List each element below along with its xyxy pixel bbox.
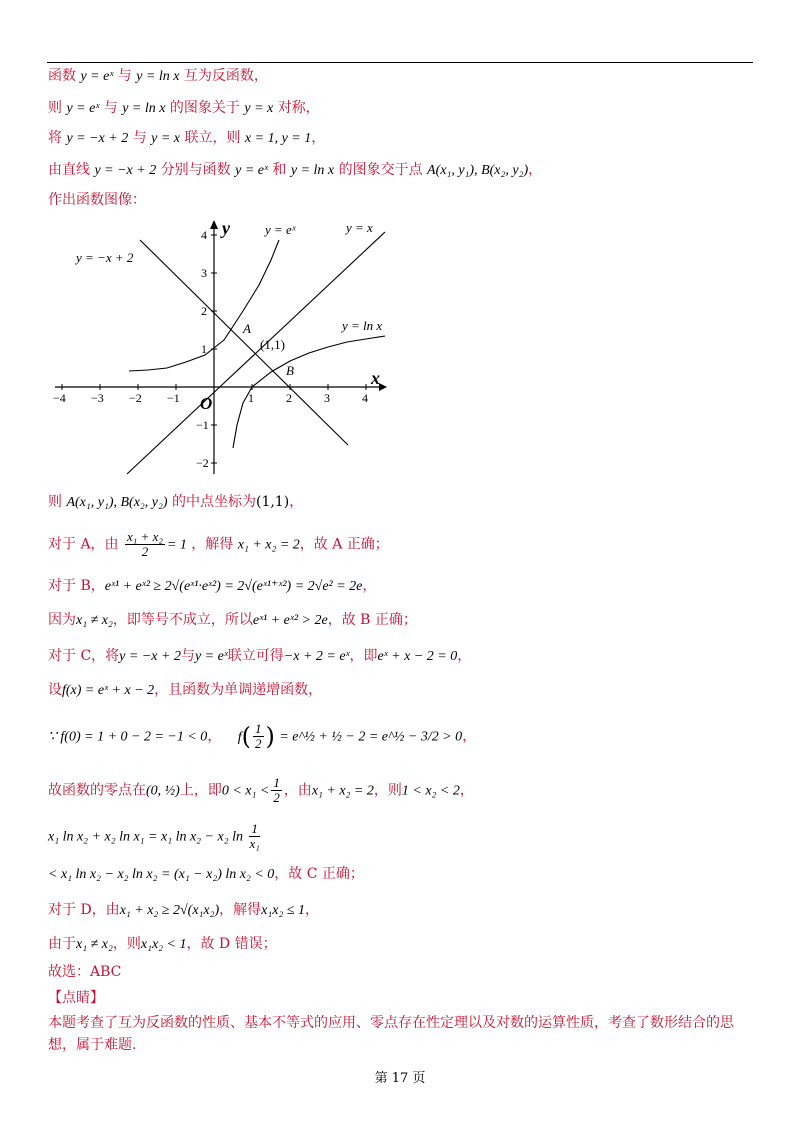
y-tick-label: 3 — [201, 266, 207, 280]
label-y-axis: y — [222, 218, 230, 238]
x-tick-label: −2 — [129, 391, 142, 405]
line-option-d: 对于 D，由x₁ + x₂ ≥ 2√(x₁x₂)，解得x₁x₂ ≤ 1， — [48, 902, 320, 918]
line-option-d-reason: 由于x₁ ≠ x₂，则x₁x₂ < 1，故 D 错误； — [48, 936, 277, 952]
line-option-c: 对于 C，将y = −x + 2与y = eˣ联立可得−x + 2 = eˣ，即eˣ + x − 2 = 0， — [48, 648, 472, 664]
line-midpoint: 则 A(x₁, y₁), B(x₂, y₂) 的中点坐标为(1,1)， — [48, 494, 304, 510]
y-tick-label: 1 — [201, 342, 207, 356]
line-log-conclusion: < x₁ ln x₂ − x₂ ln x₂ = (x₁ − x₂) ln x₂ < 0，故 C 正确； — [48, 866, 364, 882]
line-comment-title: 【点睛】 — [48, 990, 104, 1006]
label-origin: O — [200, 394, 213, 413]
fraction: $\frac{\text{x₁ + x₂}}{2}$ — [127, 529, 163, 559]
x-tick-label: 3 — [324, 391, 330, 405]
fraction: $\frac{1}{2}$ — [273, 775, 280, 805]
label-point-a: A — [243, 321, 251, 336]
comment-paragraph: 本题考查了互为反函数的性质、基本不等式的应用、零点存在性定理以及对数的运算性质，考查了数形结合的思想，属于难题. — [48, 1015, 734, 1053]
header-rule — [47, 62, 753, 63]
y-tick-label: −2 — [196, 456, 209, 470]
y-axis-arrow — [210, 220, 218, 229]
function-graph — [50, 212, 400, 480]
label-y-ex: y = eˣ — [265, 222, 296, 237]
label-point-11: (1,1) — [260, 337, 285, 352]
y-tick-label: 2 — [201, 304, 207, 318]
x-tick-label: −4 — [53, 391, 66, 405]
y-tick-label: 4 — [201, 228, 207, 242]
x-tick-label: 4 — [362, 391, 368, 405]
line-join: 将 y = −x + 2 与 y = x 联立，则 x = 1, y = 1， — [48, 130, 326, 146]
fraction: $\frac{1}{\text{x₁}}$ — [249, 821, 260, 851]
line-option-a: 对于 A，由 $\frac{\text{x₁ + x₂}}{2}$ = 1 ，解得 x₁ + x₂ = 2，故 A 正确； — [48, 529, 389, 559]
page-number: 第 17 页 — [374, 1071, 426, 1086]
line-option-b: 对于 B，eˣ¹ + eˣ² ≥ 2√(eˣ¹·eˣ²) = 2√(eˣ¹⁺ˣ²) = 2√e² = 2e， — [48, 578, 377, 594]
x-axis-arrow — [379, 383, 387, 391]
label-x-axis: x — [371, 368, 380, 388]
line-y-equals-x — [127, 232, 385, 474]
line-define-f: 设f(x) = eˣ + x − 2，且函数为单调递增函数， — [48, 682, 323, 698]
x-tick-label: −1 — [167, 391, 180, 405]
y-tick-label: −1 — [196, 418, 209, 432]
x-tick-label: 2 — [286, 391, 292, 405]
label-y-negx-plus-2: y = −x + 2 — [76, 250, 134, 265]
line-symmetry: 则 y = eˣ 与 y = ln x 的图象关于 y = x 对称， — [48, 100, 320, 116]
line-answer: 故选：ABC — [48, 964, 122, 980]
fraction: $\frac{1}{2}$ — [255, 721, 262, 751]
x-tick-label: −3 — [91, 391, 104, 405]
line-draw-graph: 作出函数图像： — [48, 192, 146, 208]
label-y-lnx: y = ln x — [342, 318, 383, 333]
line-y-negx-plus-2 — [140, 240, 348, 445]
line-option-b-reason: 因为x₁ ≠ x₂，即等号不成立，所以eˣ¹ + eˣ² > 2e，故 B 正确； — [48, 612, 417, 628]
line-zero-interval: 故函数的零点在(0, ½)上，即0 < x₁ < $\frac{1}{2}$ ，由x₁ + x₂ = 2，则1 < x₂ < 2， — [48, 775, 474, 805]
x-tick-label: 1 — [248, 391, 254, 405]
line-inverse-functions: 函数 y = eˣ 与 y = ln x 互为反函数， — [48, 68, 268, 84]
line-f-values: ∵ f(0) = 1 + 0 − 2 = −1 < 0， f( $\frac{1}{2}$ ) = e^½ + ½ − 2 = e^½ − 3/2 > 0， — [48, 721, 477, 751]
label-point-b: B — [286, 363, 294, 378]
line-intersections: 由直线 y = −x + 2 分别与函数 y = eˣ 和 y = ln x 的图象交于点 A(x₁, y₁), B(x₂, y₂)， — [48, 162, 543, 178]
line-log-expression: x₁ ln x₂ + x₂ ln x₁ = x₁ ln x₂ − x₂ ln $\frac{1}{\text{x₁}}$ — [48, 821, 260, 851]
label-y-x: y = x — [346, 220, 373, 235]
